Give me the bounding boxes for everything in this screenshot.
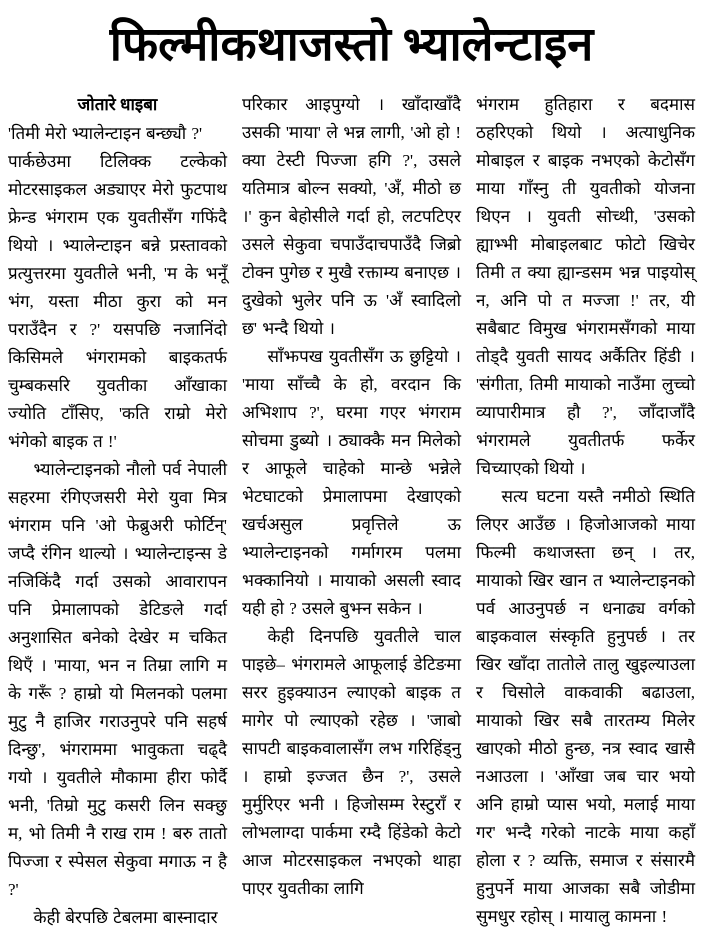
article-body [8, 91, 695, 932]
column-1-paragraphs [8, 120, 227, 932]
article-paragraph: केही दिनपछि युवतीले चाल पाइछे– भंगरामले आफूलाई डेटिङमा सरर हुइक्याउन ल्याएको बाइक त मागेर पो ल्याएको रहेछ । 'जाबो सापटी बाइकवालासँग लभ गरिहिंड्नु । हाम्रो इज्जत छैन ?', उसले मुर्मुरिएर भनी । हिजोसम्म रेस्टुराँ र लोभलाग्दा पार्कमा रम्दै हिंडेको केटो आज मोटरसाइकल नभएको थाहा पाएर युवतीका लागि [242, 627, 461, 899]
column-2-paragraphs [242, 91, 461, 903]
article-headline: फिल्मीकथाजस्तो भ्यालेन्टाइन [109, 19, 594, 71]
article-column-1 [8, 91, 227, 932]
article-byline: जोतारे धाइबा [77, 95, 158, 115]
article-paragraph: पार्कछेउमा टिलिक्क टल्केको मोटरसाइकल अड्याएर मेरो फुटपाथ फ्रेन्ड भंगराम एक युवतीसँग गफिंदै थियो । भ्यालेन्टाइन बन्ने प्रस्तावको प्रत्युत्तरमा युवतीले भनी, 'म के भनूँ भंग, यस्ता मीठा कुरा को मन पराउँदैन र ?' यसपछि नजानिंदो किसिमले भंगरामको बाइकतर्फ चुम्बकसरि युवतीका आँखाका ज्योति टाँसिए, 'कति राम्रो मेरो भंगेको बाइक त !' [8, 152, 227, 452]
article-paragraph: भ्यालेन्टाइनको नौलो पर्व नेपाली सहरमा रंगिएजसरी मेरो युवा मित्र भंगराम पनि 'ओ फेब्रुअरी फोर्टिन्' जप्दै रंगिन थाल्यो । भ्यालेन्टाइन्स डे नजिकिंदै गर्दा उसको आवारापन पनि प्रेमालापको डेटिङले गर्दा अनुशासित बनेको देखेर म चकित थिएँ । 'माया, भन न तिम्रा लागि म के गरूँ ? हाम्रो यो मिलनको पलमा मुटु नै हाजिर गराउनुपरे पनि सहर्ष दिन्छु', भंगराममा भावुकता चढ्दै गयो । युवतीले मौकामा हीरा फोर्दै भनी, 'तिम्रो मुटु कसरी लिन सक्छु म, भो तिमी नै राख राम ! बरु तातो पिज्जा र स्पेसल सेकुवा मगाऊ न है ?' [8, 460, 227, 900]
article-column-3 [476, 91, 695, 931]
article-paragraph: 'तिमी मेरो भ्यालेन्टाइन बन्छ्यौ ?' [8, 124, 203, 144]
article-paragraph: भंगराम हुतिहारा र बदमास ठहरिएको थियो । अत्याधुनिक मोबाइल र बाइक नभएको केटोसँग माया गाँस्नु ती युवतीको योजना थिएन । युवती सोच्थी, 'उसको ह्याभ्भी मोबाइलबाट फोटो खिचेर तिमी त क्या ह्यान्डसम भन्न पाइयोस् न, अनि पो त मज्जा !' तर, यी सबैबाट विमुख भंगरामसँगको माया तोड्दै युवती सायद अर्कैतिर हिंडी । 'संगीता, तिमी मायाको नाउँमा लुच्चो व्यापारीमात्र हौ ?', जाँदाजाँदै भंगरामले युवतीतर्फ फर्केर चिच्याएको थियो । [476, 95, 695, 479]
article-paragraph: परिकार आइपुग्यो । खाँदाखाँदै उसकी 'माया' ले भन्न लागी, 'ओ हो ! क्या टेस्टी पिज्जा हगि ?', उसले यतिमात्र बोल्न सक्यो, 'अँ, मीठो छ ।' कुन बेहोसीले गर्दा हो, लटपटिएर उसले सेकुवा चपाउँदाचपाउँदै जिब्रो टोक्न पुगेछ र मुखै रक्ताम्य बनाएछ । दुखेको भुलेर पनि ऊ 'अँ स्वादिलो छ' भन्दै थियो । [242, 95, 461, 339]
article-paragraph: केही बेरपछि टेबलमा बास्नादार [33, 908, 218, 928]
article-paragraph: साँझपख युवतीसँग ऊ छुट्टियो । 'माया साँच्चै के हो, वरदान कि अभिशाप ?', घरमा गएर भंगराम सोचमा डुब्यो । ठ्याक्कै मन मिलेको र आफूले चाहेको मान्छे भन्नेले भेटघाटको प्रेमालापमा देखाएको खर्चअसुल प्रवृत्तिले ऊ भ्यालेन्टाइनको गर्मागरम पलमा भक्कानियो । मायाको असली स्वाद यही हो ? उसले बुझ्न सकेन । [242, 347, 461, 619]
column-3-paragraphs [476, 91, 695, 931]
article-paragraph: सत्य घटना यस्तै नमीठो स्थिति लिएर आउँछ । हिजोआजको माया फिल्मी कथाजस्ता छन् । तर, मायाको खिर खान त भ्यालेन्टाइनको पर्व आउनुपर्छ न धनाढ्य वर्गको बाइकवाल संस्कृति हुनुपर्छ । तर खिर खाँदा तातोले तालु खुइल्याउला र चिसोले वाकवाकी बढाउला, मायाको खिर सबै तारतम्य मिलेर खाएको मीठो हुन्छ, नत्र स्वाद खासै नआउला । 'आँखा जब चार भयो अनि हाम्रो प्यास भयो, मलाई माया गर' भन्दै गरेको नाटके माया कहाँ होला र ? व्यक्ति, समाज र संसारमै हुनुपर्ने माया आजका सबै जोडीमा सुमधुर रहोस् । मायालु कामना ! [476, 487, 695, 927]
article-column-2 [242, 91, 461, 903]
